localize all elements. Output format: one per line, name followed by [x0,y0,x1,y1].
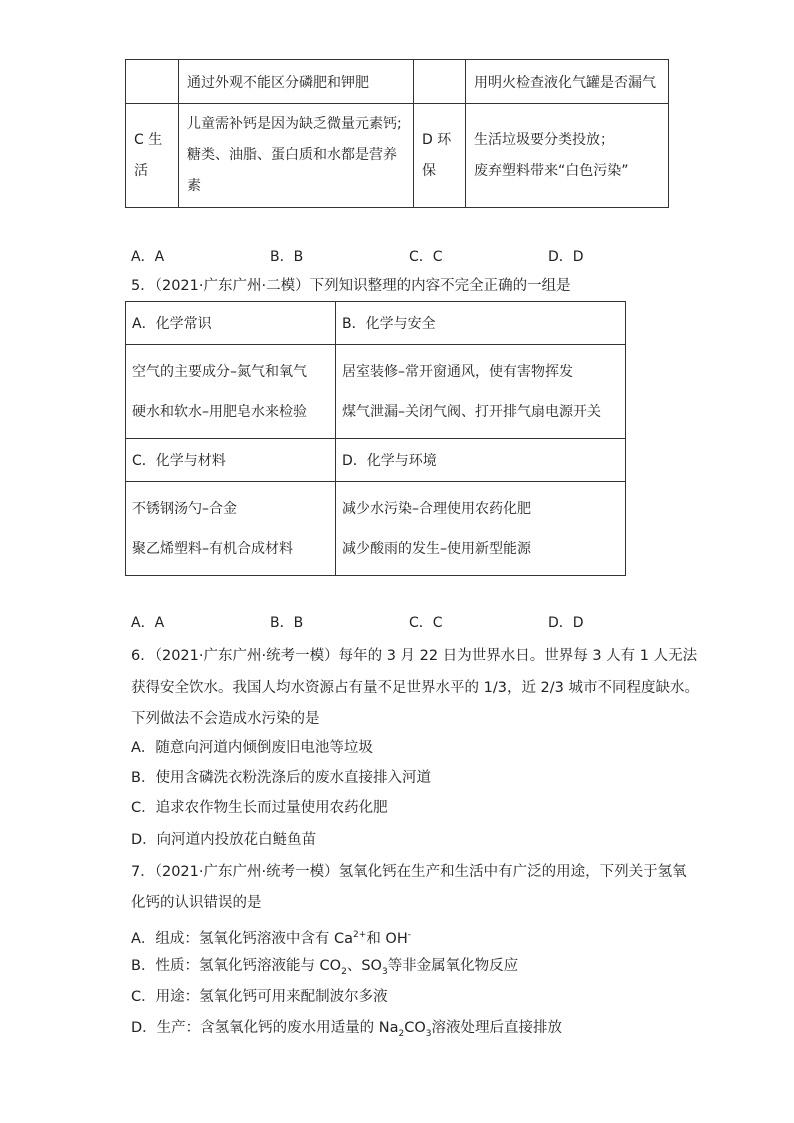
q4-label-c: C 生 活 [126,104,179,208]
q4-cell-d-text: 用明火检查液化气罐是否漏气 [466,60,669,104]
q5-option-a[interactable]: A．A [131,615,165,631]
q5-option-d[interactable]: D．D [548,615,584,631]
q5-stem: 5．（2021·广东广州·二模）下列知识整理的内容不完全正确的一组是 [131,278,571,294]
q4-cell-empty-2 [414,60,466,104]
q4-cell-b-text: 通过外观不能区分磷肥和钾肥 [179,60,414,104]
q7-option-a[interactable]: A．组成：氢氧化钙溶液中含有 $Ca^{2+}$和 OH- [131,930,412,947]
q6-line-3: 下列做法不会造成水污染的是 [131,711,320,727]
q6-line-2: 获得安全饮水。我国人均水资源占有量不足世界水平的 1/3，近 2/3 城市不同程度缺水。 [131,680,699,696]
q5-content-a: 空气的主要成分–氮气和氧气 硬水和软水–用肥皂水来检验 [126,345,336,439]
q7-line-1: 7．（2021·广东广州·统考一模）氢氧化钙在生产和生活中有广泛的用途，下列关于氢氧 [131,864,687,880]
q7-option-c[interactable]: C．用途：氢氧化钙可用来配制波尔多液 [131,989,388,1005]
q4-option-c[interactable]: C．C [409,249,443,265]
q5-content-c: 不锈钢汤勺–合金 聚乙烯塑料–有机合成材料 [126,482,336,576]
q4-option-b[interactable]: B．B [270,249,304,265]
q7-option-d[interactable]: D．生产：含氢氧化钙的废水用适量的 $Na_2CO_3$溶液处理后直接排放 [131,1020,563,1039]
q5-head-b: B．化学与安全 [336,302,626,345]
q4-label-d: D 环 保 [414,104,466,208]
q7-option-b[interactable]: B．性质：氢氧化钙溶液能与 $CO_2$、$SO_3$等非金属氧化物反应 [131,958,519,977]
q5-option-b[interactable]: B．B [270,615,304,631]
q5-table [125,301,626,576]
q4-content-d: 生活垃圾要分类投放； 废弃塑料带来“白色污染” [466,104,669,208]
q4-table [125,59,669,208]
q5-content-d: 减少水污染–合理使用农药化肥 减少酸雨的发生–使用新型能源 [336,482,626,576]
q5-head-c: C．化学与材料 [126,439,336,482]
q5-head-a: A．化学常识 [126,302,336,345]
q5-option-c[interactable]: C．C [409,615,443,631]
q6-option-a[interactable]: A．随意向河道内倾倒废旧电池等垃圾 [131,740,373,756]
q4-option-d[interactable]: D．D [548,249,584,265]
q4-cell-empty-1 [126,60,179,104]
q6-option-d[interactable]: D．向河道内投放花白鲢鱼苗 [131,832,317,848]
q6-option-c[interactable]: C．追求农作物生长而过量使用农药化肥 [131,800,388,816]
q6-option-b[interactable]: B．使用含磷洗衣粉洗涤后的废水直接排入河道 [131,770,431,786]
q5-head-d: D．化学与环境 [336,439,626,482]
q6-line-1: 6．（2021·广东广州·统考一模）每年的 3 月 22 日为世界水日。世界每 3 人有 1 人无法 [131,648,698,664]
q7-line-2: 化钙的认识错误的是 [131,895,262,911]
q4-option-a[interactable]: A．A [131,249,165,265]
q4-content-c: 儿童需补钙是因为缺乏微量元素钙; 糖类、油脂、蛋白质和水都是营养 素 [179,104,414,208]
q5-content-b: 居室装修–常开窗通风，使有害物挥发 煤气泄漏–关闭气阀、打开排气扇电源开关 [336,345,626,439]
